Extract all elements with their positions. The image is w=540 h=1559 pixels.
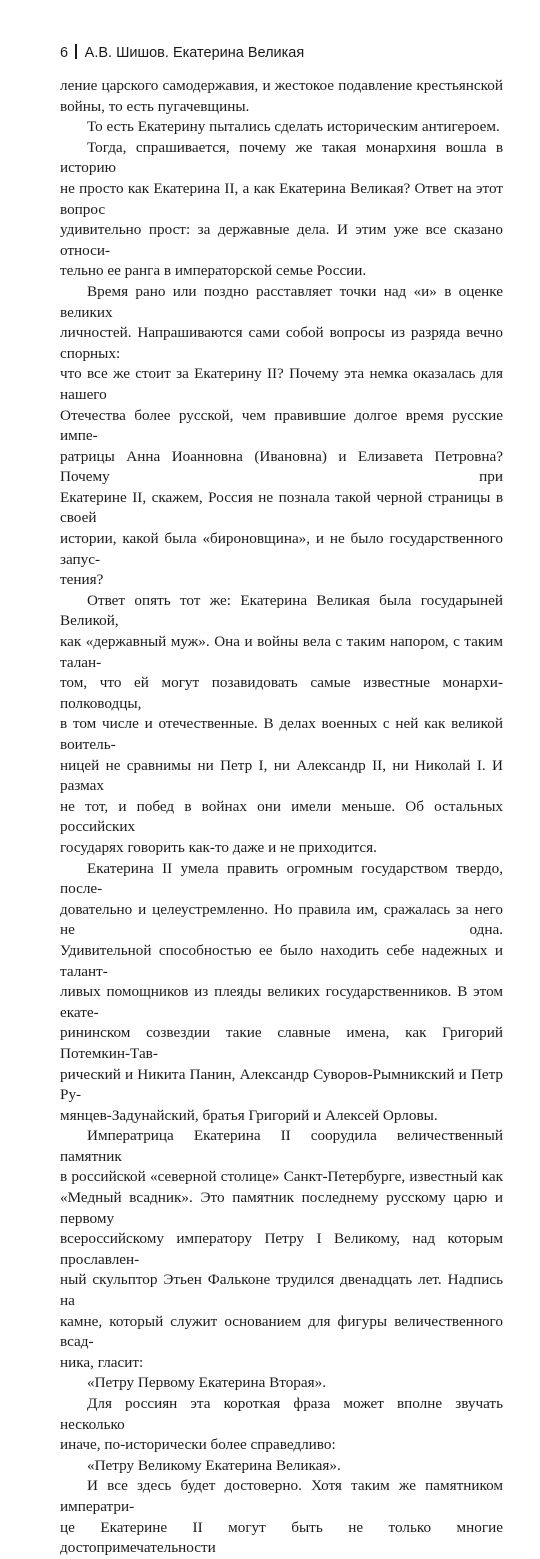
page-number: 6 xyxy=(60,45,69,61)
text-line: истории, какой была «бироновщина», и не было государственного запус- xyxy=(60,530,503,568)
text-line: рининском созвездии такие славные имена, как Григорий Потемкин-Тав- xyxy=(60,1024,503,1062)
text-line: личностей. Напрашиваются сами собой вопросы из разряда вечно спорных: xyxy=(60,324,503,362)
text-line: Для россиян эта короткая фраза может вполне звучать несколько xyxy=(60,1395,503,1433)
text-line: Императрица Екатерина II соорудила величественный памятник xyxy=(60,1127,503,1165)
text-line: Ответ опять тот же: Екатерина Великая была государыней Великой, xyxy=(60,591,503,630)
text-line: ление царского самодержавия, и жестокое подавление крестьянской xyxy=(60,77,503,94)
text-line: удивительно прост: за державные дела. И этим уже все сказано относи- xyxy=(60,221,503,259)
text-line: всероссийскому императору Петру I Великому, над которым прославлен- xyxy=(60,1230,503,1268)
text-line: Екатерине II, скажем, Россия не познала такой черной страницы в своей xyxy=(60,488,503,527)
text-line: ратрицы Анна Иоанновна (Ивановна) и Елизавета Петровна? Почему при xyxy=(60,447,503,486)
text-line: ницей не сравнимы ни Петр I, ни Александр II, ни Николай I. И размах xyxy=(60,756,503,795)
text-line: рический и Никита Панин, Александр Суворов-Рымникский и Петр Ру- xyxy=(60,1065,503,1104)
text-line: том, что ей могут позавидовать самые известные монархи-полководцы, xyxy=(60,674,503,712)
running-header xyxy=(60,43,500,63)
text-line: довательно и целеустремленно. Но правила им, сражалась за него не одна. xyxy=(60,900,503,939)
text-line: ника, гласит: xyxy=(60,1353,144,1371)
text-line: Время рано или поздно расставляет точки над «и» в оценке великих xyxy=(60,282,503,321)
text-line: государях говорить как-то даже и не приходится. xyxy=(60,838,377,856)
text-line: мянцев-Задунайский, братья Григорий и Алексей Орловы. xyxy=(60,1106,438,1124)
text-line: Удивительной способностью ее было находить себе надежных и талант- xyxy=(60,941,503,980)
text-line: ный скульптор Этьен Фальконе трудился двенадцать лет. Надпись на xyxy=(60,1271,503,1310)
text-line: «Петру Великому Екатерина Великая». xyxy=(87,1456,341,1474)
text-line: То есть Екатерину пытались сделать историческим антигероем. xyxy=(87,118,500,136)
text-line: что все же стоит за Екатерину II? Почему эта немка оказалась для нашего xyxy=(60,365,503,403)
text-line: войны, то есть пугачевщины. xyxy=(60,97,250,115)
text-line: тельно ее ранга в императорской семье России. xyxy=(60,262,367,280)
text-line: иначе, по-исторически более справедливо: xyxy=(60,1436,336,1454)
text-line: ливых помощников из плеяды великих государственников. В этом екате- xyxy=(60,983,503,1021)
text-line: «Петру Первому Екатерина Вторая». xyxy=(87,1374,326,1392)
text-line: Тогда, спрашивается, почему же такая монархиня вошла в историю xyxy=(60,138,503,177)
text-line: как «державный муж». Она и войны вела с таким напором, с таким талан- xyxy=(60,633,503,671)
text-line: камне, который служит основанием для фигуры величественного всад- xyxy=(60,1312,503,1351)
header-divider xyxy=(75,44,77,59)
text-line: не просто как Екатерина II, а как Екатерина Великая? Ответ на этот вопрос xyxy=(60,179,503,218)
text-line: Отечества более русской, чем правившие долгое время русские импе- xyxy=(60,406,503,445)
text-line: И все здесь будет достоверно. Хотя таким же памятником императри- xyxy=(60,1477,503,1515)
text-line: не тот, и побед в войнах они имели меньше. Об остальных российских xyxy=(60,797,503,836)
text-line: Екатерина II умела править огромным государством твердо, после- xyxy=(60,859,503,898)
text-line: «Медный всадник». Это памятник последнему русскому царю и первому xyxy=(60,1189,503,1227)
text-line: в том числе и отечественные. В делах военных с ней как великой воитель- xyxy=(60,715,503,753)
body-text xyxy=(60,76,503,1559)
text-line: тения? xyxy=(60,571,104,589)
text-line: це Екатерине II могут быть не только многие достопримечательности xyxy=(60,1518,503,1557)
running-title: А.В. Шишов. Екатерина Великая xyxy=(84,45,305,61)
text-line: в российской «северной столице» Санкт-Петербурге, известный как xyxy=(60,1168,503,1186)
